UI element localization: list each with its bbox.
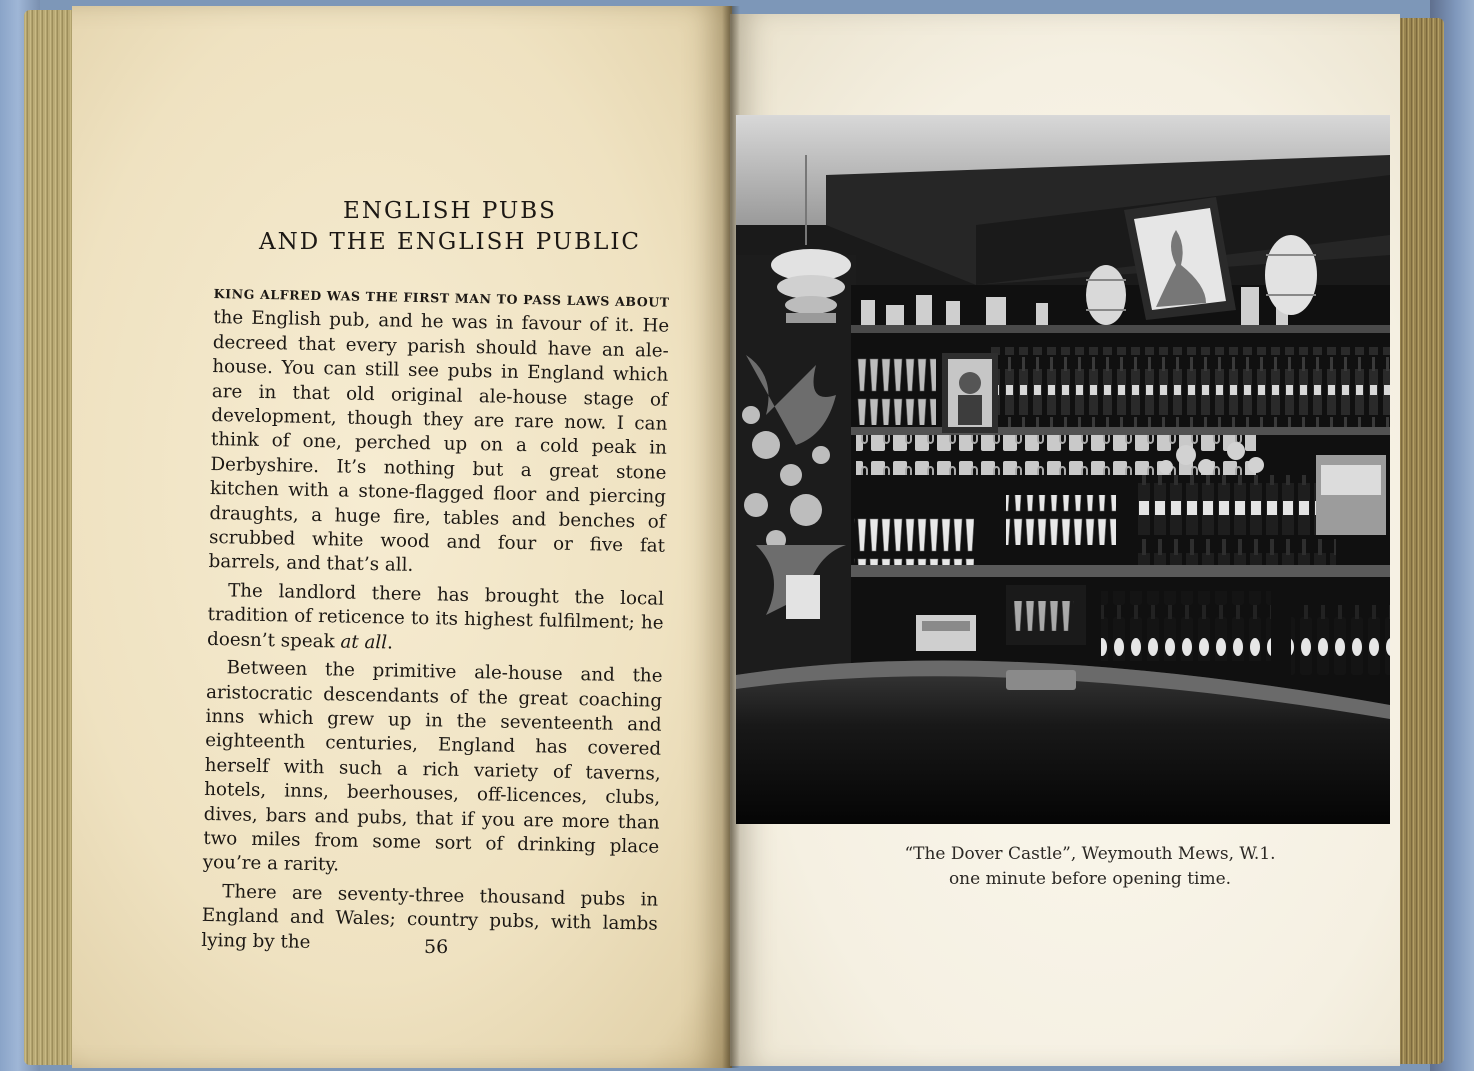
page-number: 56	[424, 936, 449, 958]
body-text	[201, 281, 670, 962]
paragraph-2-text: The landlord there has brought the local tradition of reticence to its highest fulfilment; he doesn’t speak	[206, 580, 665, 653]
photo-caption	[860, 842, 1320, 892]
chapter-title-line-1: ENGLISH PUBS	[343, 198, 557, 224]
chapter-title-line-2: AND THE ENGLISH PUBLIC	[258, 229, 642, 255]
paragraph-2-italic: at all	[340, 631, 388, 654]
paragraph-1	[208, 281, 670, 584]
paragraph-1-text: the English pub, and he was in favour of it. He decreed that every parish should have an ale-house. You can still see pubs in England which are in that old original ale-house stage of development, though they are rare now. I can think of one, perched up on a cold peak in Derbyshire. It’s nothing but a great stone kitchen with a stone-flagged floor and piercing draughts, a huge fire, tables and benches of scrubbed white wood and four or five fat barrels, and that’s all.	[208, 307, 670, 577]
bar-photograph	[736, 115, 1390, 824]
paragraph-4: There are seventy-three thousand pubs in England and Wales; country pubs, with lambs lying by the	[201, 881, 659, 953]
caption-line-2: one minute before opening time.	[948, 869, 1232, 889]
chapter-title	[200, 196, 700, 258]
paragraph-3: Between the primitive ale-house and the aristocratic descendants of the great coaching inns which grew up in the seventeenth and eighteenth centuries, England has covered herself with such a rich variety of taverns, hotels, inns, beerhouses, off-licences, clubs, dives, bars and pubs, that if you are more than two miles from some sort of drinking place you’re a rarity.	[202, 657, 663, 876]
paragraph-2	[207, 579, 664, 661]
paragraph-2-end: .	[386, 632, 394, 654]
lead-small-caps: KING ALFRED WAS THE FIRST MAN TO PASS LAWS ABOUT	[213, 285, 670, 310]
caption-line-1: “The Dover Castle”, Weymouth Mews, W.1.	[904, 844, 1276, 864]
